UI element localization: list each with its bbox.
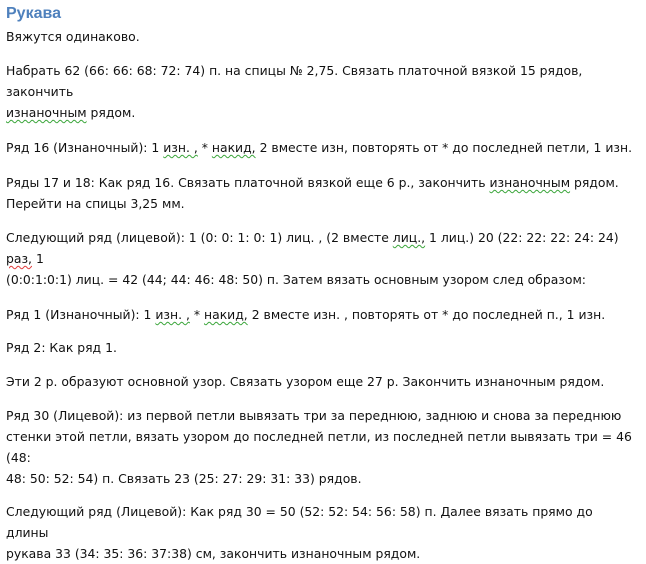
text-fragment: Ряд 16 (Изнаночный): 1 — [6, 140, 164, 155]
section-heading: Рукава — [6, 5, 61, 22]
spellcheck-word: лиц., — [392, 230, 426, 245]
text-fragment: рядом. — [86, 105, 136, 120]
paragraph-row-30 — [6, 405, 638, 489]
text-line: Набрать 62 (66: 66: 68: 72: 74) п. на спицы № 2,75. Связать платочной вязкой 15 рядов, закончить — [6, 63, 583, 99]
paragraph-next-row — [6, 227, 638, 290]
text-fragment: 1 — [32, 251, 44, 266]
text-fragment: 2 вместе изн, повторять от * до последней петли, 1 изн. — [255, 140, 633, 155]
paragraph-row-1 — [6, 304, 638, 325]
text-line: Эти 2 р. образуют основной узор. Связать узором еще 27 р. Закончить изнаночным рядом. — [6, 374, 605, 389]
text-line: рукава 33 (34: 35: 36: 37:38) см, закончить изнаночным рядом. — [6, 546, 421, 561]
paragraph-pattern-note — [6, 371, 638, 392]
text-line: Следующий ряд (Лицевой): Как ряд 30 = 50 (52: 52: 54: 56: 58) п. Далее вязать прямо до длины — [6, 504, 593, 540]
text-fragment: Ряды 17 и 18: Как ряд 16. Связать платочной вязкой еще 6 р., закончить — [6, 175, 490, 190]
spellcheck-word: накид, — [204, 307, 248, 322]
document-body — [6, 4, 638, 564]
text-fragment: Следующий ряд (лицевой): 1 (0: 0: 1: 0: 1) лиц. , (2 вместе — [6, 230, 393, 245]
text-fragment: 2 вместе изн. , повторять от * до последней п., 1 изн. — [247, 307, 606, 322]
spellcheck-word: изнаночным — [6, 105, 87, 120]
spellcheck-word: изн. , — [163, 140, 198, 155]
text-fragment: 1 лиц.) 20 (22: 22: 22: 24: 24) — [425, 230, 619, 245]
text-line: 48: 50: 52: 54) п. Связать 23 (25: 27: 29: 31: 33) рядов. — [6, 471, 362, 486]
text-fragment: * — [197, 140, 212, 155]
spellcheck-word: накид, — [211, 140, 256, 155]
text-line: Перейти на спицы 3,25 мм. — [6, 196, 185, 211]
text-fragment: * — [189, 307, 204, 322]
text-line: Вяжутся одинаково. — [6, 29, 140, 44]
text-fragment: рядом. — [570, 175, 619, 190]
spellcheck-word: изнаночным — [489, 175, 571, 190]
paragraph-final-row — [6, 501, 638, 564]
text-line: Ряд 2: Как ряд 1. — [6, 340, 117, 355]
text-fragment: Ряд 1 (Изнаночный): 1 — [6, 307, 156, 322]
text-line: (0:0:1:0:1) лиц. = 42 (44; 44: 46: 48: 50) п. Затем вязать основным узором след образом: — [6, 272, 586, 287]
paragraph-rows-17-18 — [6, 172, 638, 214]
text-line: Ряд 30 (Лицевой): из первой петли вывязать три за переднюю, заднюю и снова за переднюю — [6, 408, 622, 423]
paragraph-row-16 — [6, 137, 638, 158]
spellcheck-word: раз, — [6, 251, 32, 266]
paragraph-row-2 — [6, 337, 638, 358]
text-line: стенки этой петли, вязать узором до последней петли, из последней петли вывязать три = 46 (48: — [6, 429, 632, 465]
paragraph-cast-on — [6, 60, 638, 123]
spellcheck-word: изн. , — [155, 307, 190, 322]
paragraph-intro — [6, 26, 638, 47]
